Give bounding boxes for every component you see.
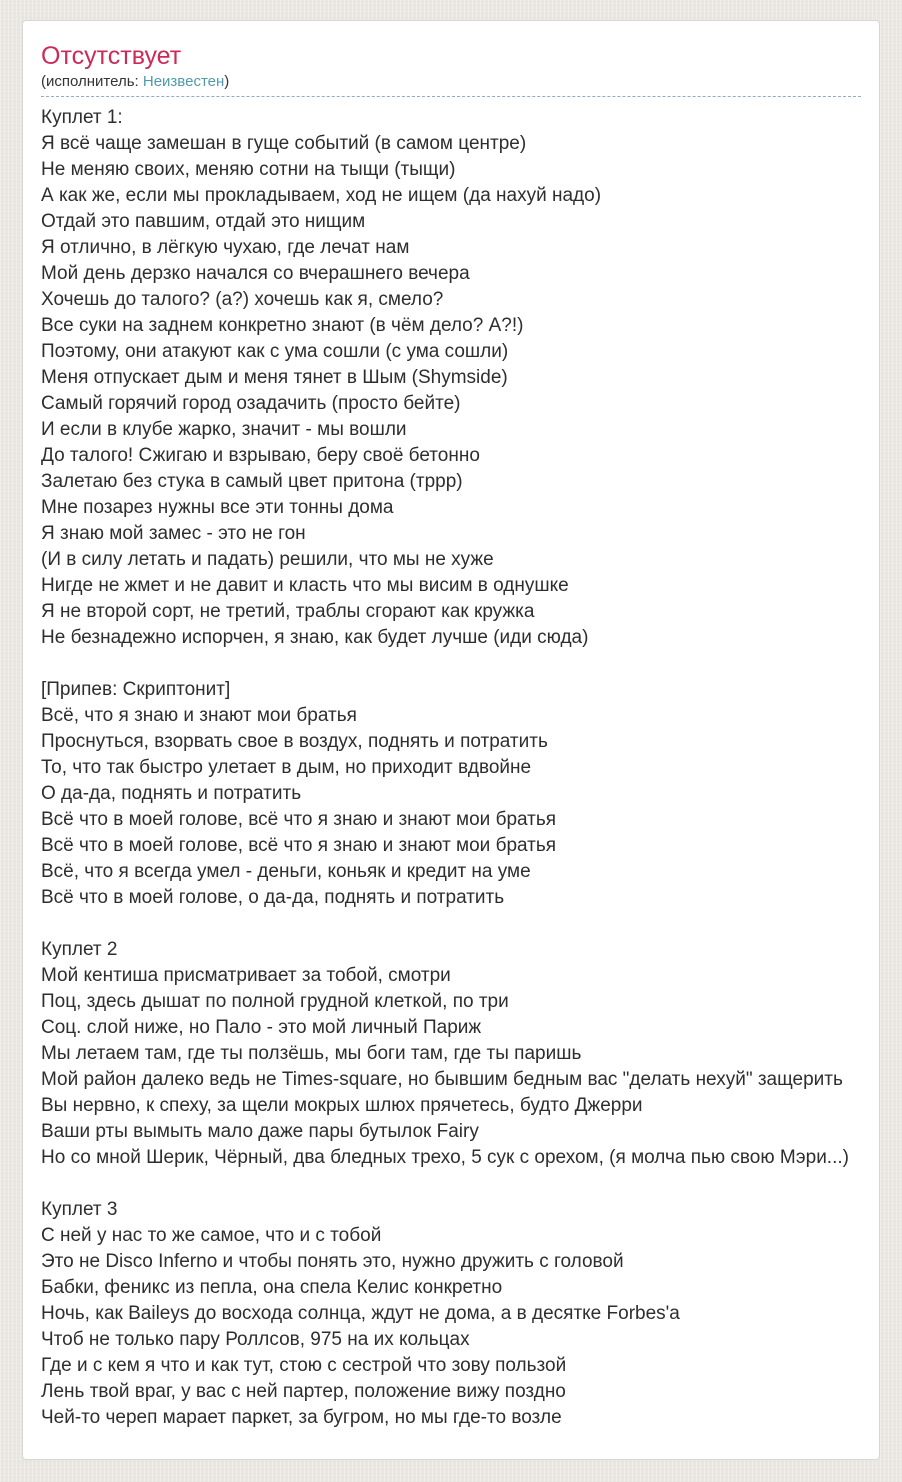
lyric-line: Всё, что я всегда умел - деньги, коньяк и кредит на уме xyxy=(41,861,531,882)
lyric-line: Всё, что я знаю и знают мои братья xyxy=(41,705,357,726)
lyric-line: Поэтому, они атакуют как с ума сошли (с ума сошли) xyxy=(41,341,509,362)
lyric-line: Вы нервно, к спеху, за щели мокрых шлюх прячетесь, будто Джерри xyxy=(41,1095,643,1116)
lyric-line: Всё что в моей голове, всё что я знаю и знают мои братья xyxy=(41,835,557,856)
lyric-line: Соц. слой ниже, но Пало - это мой личный Париж xyxy=(41,1017,482,1038)
lyric-line: Меня отпускает дым и меня тянет в Шым (Shymside) xyxy=(41,367,508,388)
lyric-line: И если в клубе жарко, значит - мы вошли xyxy=(41,419,407,440)
lyric-line: А как же, если мы прокладываем, ход не ищем (да нахуй надо) xyxy=(41,185,602,206)
lyric-line: Я знаю мой замес - это не гон xyxy=(41,523,306,544)
blank-line xyxy=(41,911,861,937)
lyric-line: С ней у нас то же самое, что и с тобой xyxy=(41,1225,382,1246)
lyric-line: Куплет 3 xyxy=(41,1199,118,1220)
lyric-line: Но со мной Шерик, Чёрный, два бледных трехо, 5 сук с орехом, (я молча пью свою Мэри...) xyxy=(41,1147,849,1168)
lyrics-card xyxy=(22,20,880,1460)
lyric-line: [Припев: Скриптонит] xyxy=(41,679,231,700)
blank-line xyxy=(41,651,861,677)
lyric-line: Чей-то череп марает паркет, за бугром, но мы где-то возле xyxy=(41,1407,562,1428)
lyric-line: Мы летаем там, где ты ползёшь, мы боги там, где ты паришь xyxy=(41,1043,582,1064)
lyric-line: Лень твой враг, у вас с ней партер, положение вижу поздно xyxy=(41,1381,566,1402)
lyric-line: Я всё чаще замешан в гуще событий (в самом центре) xyxy=(41,133,527,154)
dotted-separator xyxy=(41,96,861,97)
lyric-line: Я не второй сорт, не третий, траблы сгорают как кружка xyxy=(41,601,535,622)
lyric-line: Ваши рты вымыть мало даже пары бутылок Fairy xyxy=(41,1121,479,1142)
lyric-line: О да-да, поднять и потратить xyxy=(41,783,302,804)
lyric-line: Самый горячий город озадачить (просто бейте) xyxy=(41,393,461,414)
lyric-line: Мой район далеко ведь не Times-square, но бывшим бедным вас "делать нехуй" защерить xyxy=(41,1069,843,1090)
lyric-line: Нигде не жмет и не давит и класть что мы висим в однушке xyxy=(41,575,569,596)
lyric-line: Поц, здесь дышат по полной грудной клеткой, по три xyxy=(41,991,509,1012)
lyric-line: Проснуться, взорвать свое в воздух, поднять и потратить xyxy=(41,731,548,752)
song-title: Отсутствует xyxy=(41,42,182,70)
artist-prefix: (исполнитель: xyxy=(41,73,143,90)
lyric-line: Куплет 1: xyxy=(41,107,123,128)
lyric-line: Не безнадежно испорчен, я знаю, как будет лучше (иди сюда) xyxy=(41,627,589,648)
artist-line xyxy=(41,72,861,91)
lyric-line: Всё что в моей голове, всё что я знаю и знают мои братья xyxy=(41,809,557,830)
lyric-line: Мой день дерзко начался со вчерашнего вечера xyxy=(41,263,470,284)
lyric-line: Куплет 2 xyxy=(41,939,118,960)
lyric-line: Отдай это павшим, отдай это нищим xyxy=(41,211,366,232)
lyric-line: Это не Disco Inferno и чтобы понять это, нужно дружить с головой xyxy=(41,1251,624,1272)
lyric-line: До талого! Сжигаю и взрываю, беру своё бетонно xyxy=(41,445,480,466)
lyric-line: Мне позарез нужны все эти тонны дома xyxy=(41,497,394,518)
lyric-line: Бабки, феникс из пепла, она спела Келис конкретно xyxy=(41,1277,503,1298)
lyric-line: Ночь, как Baileys до восхода солнца, ждут не дома, а в десятке Forbes'a xyxy=(41,1303,680,1324)
lyric-line: Чтоб не только пару Роллсов, 975 на их кольцах xyxy=(41,1329,470,1350)
lyric-line: Не меняю своих, меняю сотни на тыщи (тыщи) xyxy=(41,159,456,180)
lyric-line: Хочешь до талого? (а?) хочешь как я, смело? xyxy=(41,289,444,310)
lyric-line: Я отлично, в лёгкую чухаю, где лечат нам xyxy=(41,237,410,258)
lyrics-text xyxy=(41,105,861,1431)
lyric-line: Где и с кем я что и как тут, стою с сестрой что зову пользой xyxy=(41,1355,567,1376)
lyric-line: То, что так быстро улетает в дым, но приходит вдвойне xyxy=(41,757,532,778)
lyric-line: Всё что в моей голове, о да-да, поднять и потратить xyxy=(41,887,505,908)
lyric-line: (И в силу летать и падать) решили, что мы не хуже xyxy=(41,549,494,570)
artist-suffix: ) xyxy=(224,73,230,90)
artist-link[interactable]: Неизвестен xyxy=(142,73,225,90)
lyric-line: Все суки на заднем конкретно знают (в чём дело? А?!) xyxy=(41,315,524,336)
lyric-line: Мой кентиша присматривает за тобой, смотри xyxy=(41,965,451,986)
lyric-line: Залетаю без стука в самый цвет притона (тррр) xyxy=(41,471,463,492)
blank-line xyxy=(41,1171,861,1197)
